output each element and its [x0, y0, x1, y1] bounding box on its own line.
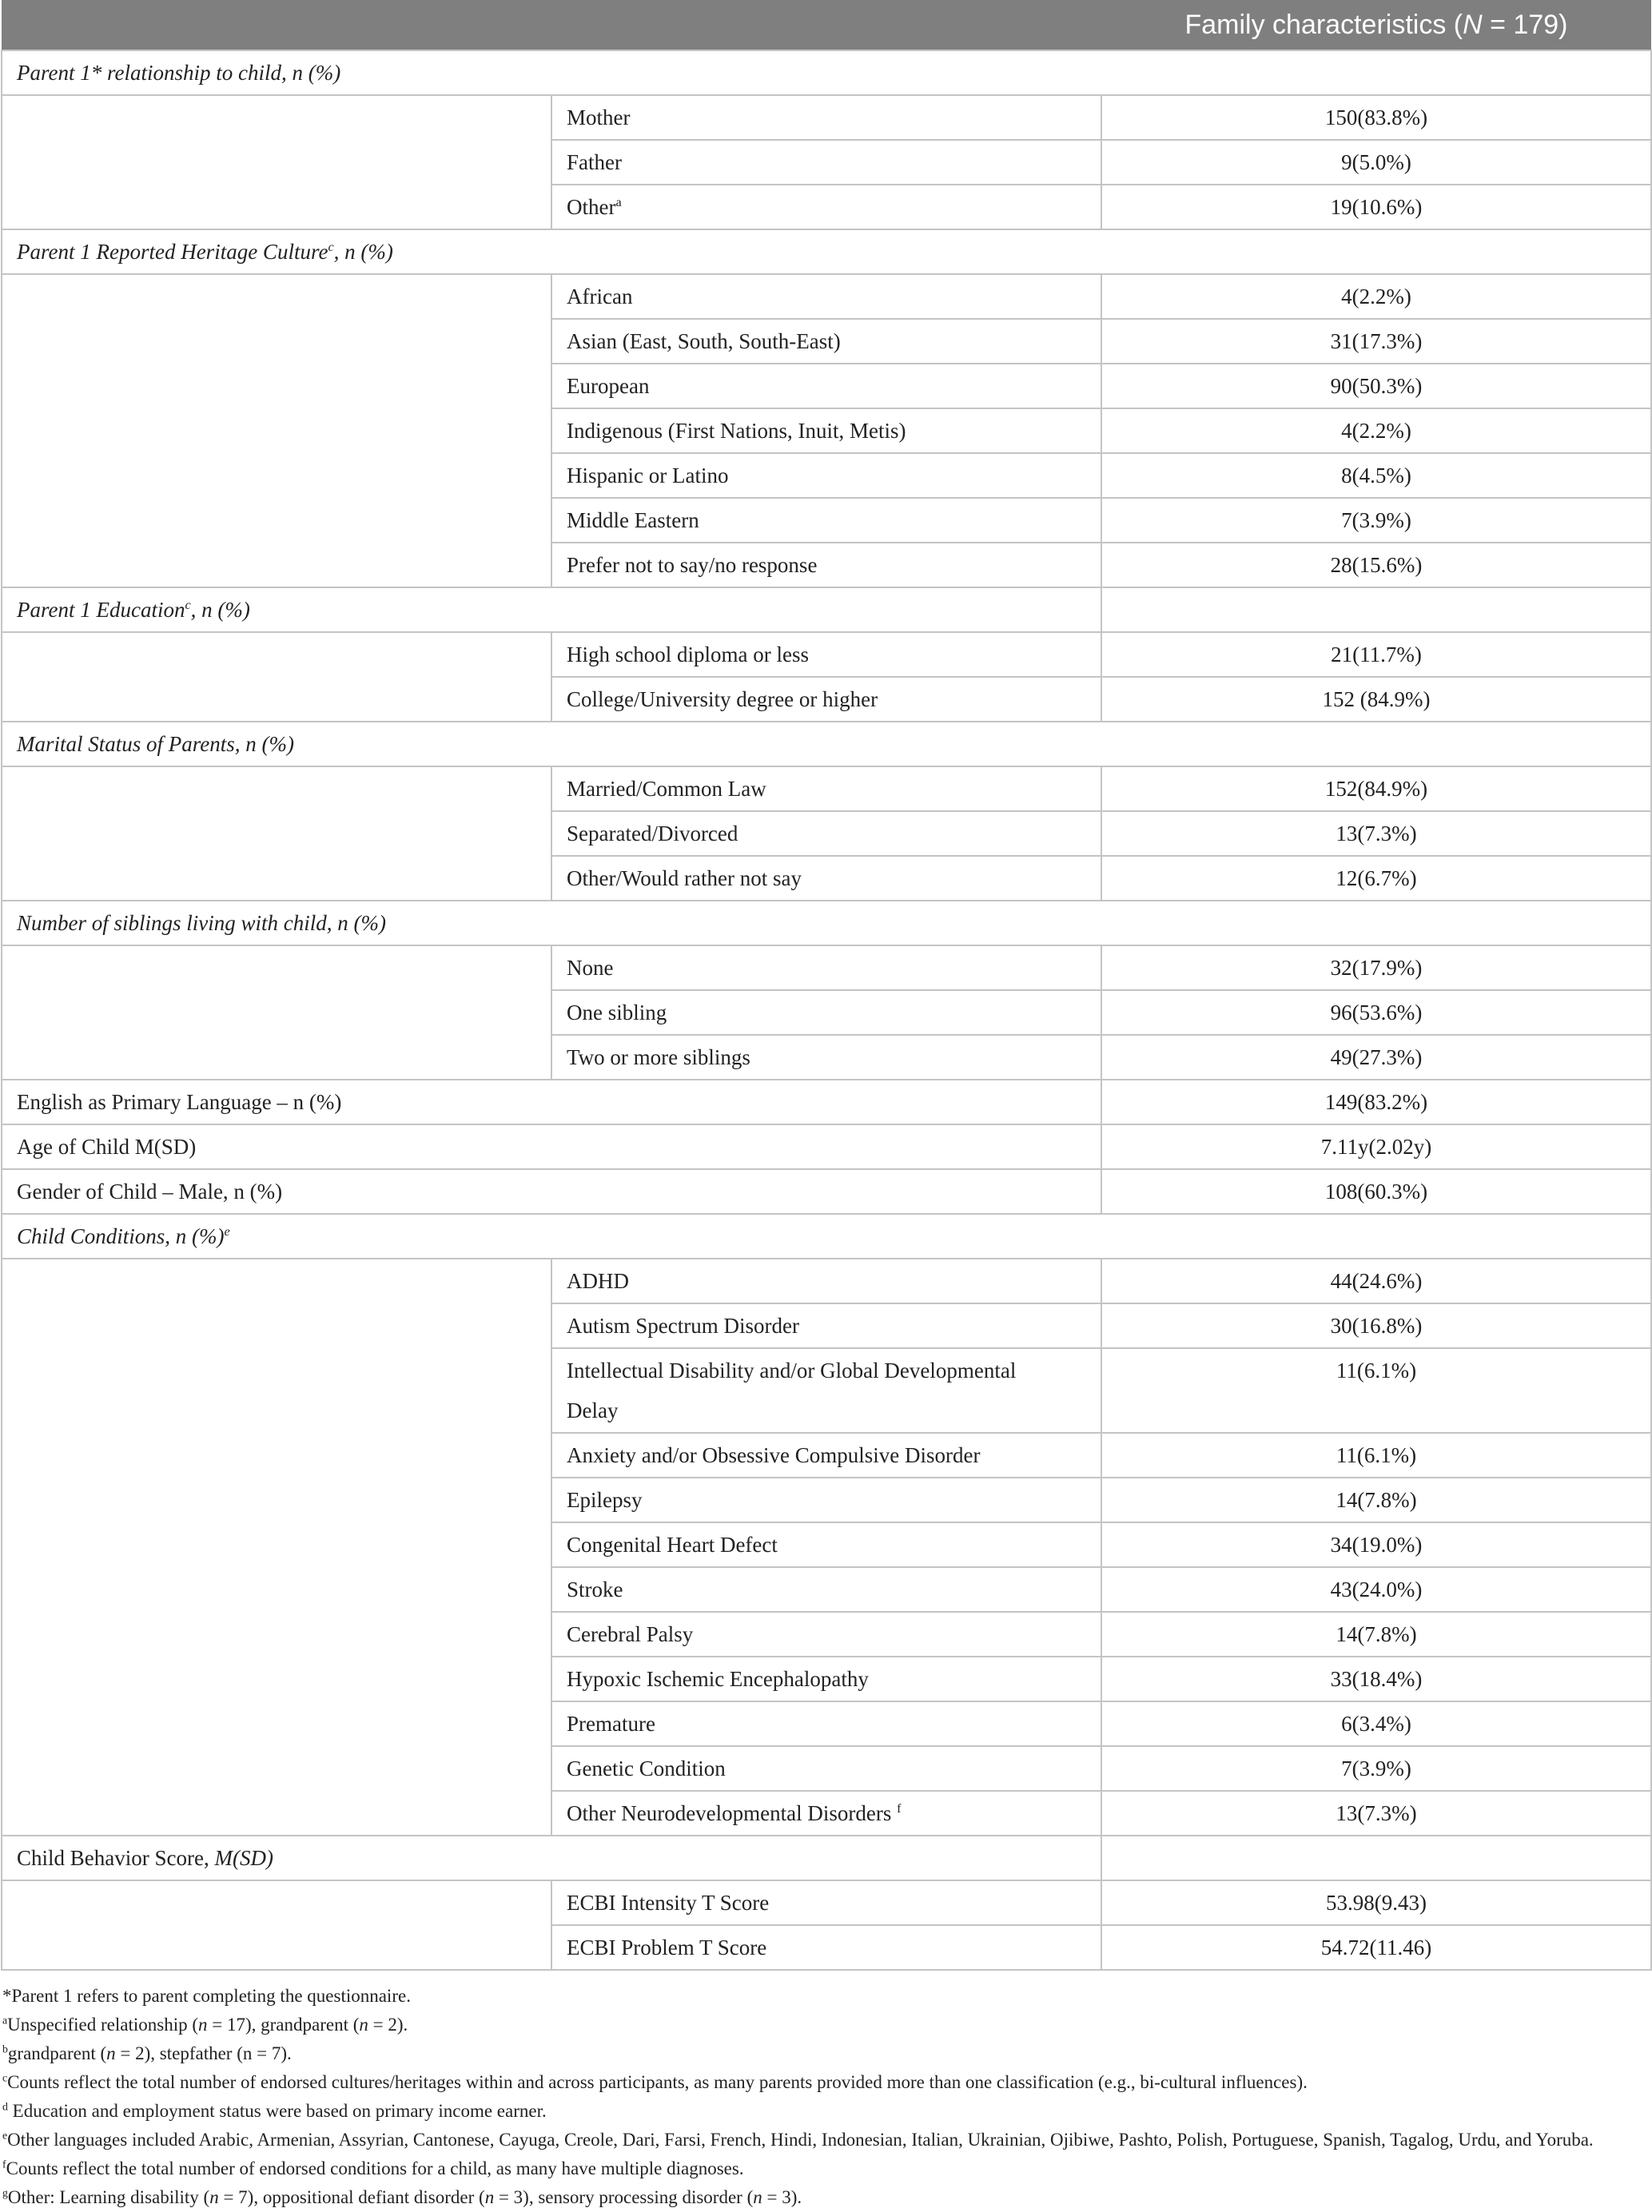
- row-label: Genetic Condition: [551, 1746, 1101, 1791]
- section-label-a: Child Behavior Score,: [17, 1846, 215, 1870]
- footnote-marker: g: [2, 2186, 8, 2199]
- section-row-siblings: [2, 901, 1651, 945]
- footnote-text: Other languages included Arabic, Armenian, Assyrian, Cantonese, Cayuga, Creole, Dari, Farsi, French, Hindi, Indonesian, Italian, Ukrainian, Ojibiwe, Pashto, Polish, Portuguese, Spanish, Tagalog, Urdu, and Yoruba.: [7, 2130, 1594, 2150]
- section-label-a: Child Conditions, n (%): [17, 1224, 225, 1248]
- row-label: Anxiety and/or Obsessive Compulsive Disorder: [551, 1433, 1101, 1478]
- row-value: 33(18.4%): [1101, 1657, 1651, 1701]
- table-header-row: [2, 0, 1651, 50]
- table-row: [2, 95, 1651, 140]
- footnote-n: n: [484, 2187, 495, 2207]
- table-row: [2, 1259, 1651, 1303]
- indent-cell: [2, 766, 551, 901]
- table-row: [2, 632, 1651, 677]
- row-value: 11(6.1%): [1101, 1348, 1651, 1433]
- header-n-label: N: [1463, 10, 1483, 40]
- section-row-behavior: [2, 1836, 1651, 1880]
- row-label: Other Neurodevelopmental Disorders: [567, 1801, 898, 1825]
- row-value: 14(7.8%): [1101, 1612, 1651, 1657]
- footnote-marker: f: [2, 2158, 6, 2170]
- section-row-conditions: [2, 1214, 1651, 1259]
- row-label-cell: [551, 1791, 1101, 1836]
- section-label-b: M(SD): [214, 1846, 273, 1870]
- row-value: 44(24.6%): [1101, 1259, 1651, 1303]
- row-label: Congenital Heart Defect: [551, 1522, 1101, 1567]
- row-value: 108(60.3%): [1101, 1169, 1651, 1214]
- section-row-education: [2, 587, 1651, 632]
- header-title: [1101, 0, 1651, 50]
- row-label: Married/Common Law: [551, 766, 1101, 811]
- row-label: Stroke: [551, 1567, 1101, 1612]
- empty-cell: [1101, 1836, 1651, 1880]
- footnote-e: [2, 2126, 1652, 2154]
- row-value: 19(10.6%): [1101, 185, 1651, 229]
- section-label: Number of siblings living with child, n (%): [2, 901, 1651, 945]
- row-value: 9(5.0%): [1101, 140, 1651, 185]
- footnote-n: n: [106, 2043, 116, 2063]
- row-label: ECBI Problem T Score: [551, 1925, 1101, 1970]
- row-label: Mother: [551, 95, 1101, 140]
- row-label: Two or more siblings: [551, 1035, 1101, 1080]
- section-label-b: , n (%): [333, 240, 393, 264]
- footnote-marker: b: [2, 2043, 8, 2055]
- section-row-heritage: [2, 229, 1651, 274]
- footnote-text: = 17), grandparent (: [207, 2015, 360, 2035]
- row-value: 43(24.0%): [1101, 1567, 1651, 1612]
- section-label-a: Parent 1 Reported Heritage Culture: [17, 240, 328, 264]
- empty-cell: [1101, 587, 1651, 632]
- row-label: Intellectual Disability and/or Global Developmental: [567, 1359, 1017, 1382]
- row-value: 152 (84.9%): [1101, 677, 1651, 722]
- footnote-marker: a: [2, 2014, 8, 2027]
- footnote-c: [2, 2068, 1652, 2097]
- footnote-n: n: [359, 2015, 368, 2035]
- row-value: 6(3.4%): [1101, 1701, 1651, 1746]
- indent-cell: [2, 632, 551, 722]
- footnote-text: Other: Learning disability (: [7, 2187, 210, 2207]
- row-value: 90(50.3%): [1101, 364, 1651, 408]
- header-blank: [2, 0, 1101, 50]
- footnote-d: [2, 2097, 1652, 2126]
- section-label: [2, 587, 1101, 632]
- section-label: [2, 229, 1651, 274]
- footnote-text: = 2).: [368, 2015, 408, 2035]
- row-label: Premature: [551, 1701, 1101, 1746]
- footnote-n: n: [209, 2187, 219, 2207]
- indent-cell: [2, 945, 551, 1080]
- footnote-marker: e: [2, 2129, 8, 2142]
- row-label: Gender of Child – Male, n (%): [2, 1169, 1101, 1214]
- table-footnotes: [0, 1971, 1652, 2212]
- section-row-marital: [2, 722, 1651, 766]
- row-value: 8(4.5%): [1101, 453, 1651, 498]
- row-value: 49(27.3%): [1101, 1035, 1651, 1080]
- footnote-text: Education and employment status were based on primary income earner.: [7, 2101, 547, 2121]
- family-characteristics-table: [1, 0, 1652, 1971]
- footnote-f: [2, 2154, 1652, 2183]
- footnote-marker: c: [2, 2071, 8, 2084]
- row-label: None: [551, 945, 1101, 990]
- row-label: Father: [551, 140, 1101, 185]
- header-n-value: = 179): [1482, 10, 1568, 40]
- row-value: 12(6.7%): [1101, 856, 1651, 901]
- footnote-text: = 7), oppositional defiant disorder (: [218, 2187, 485, 2207]
- footnote-text: grandparent (: [7, 2043, 107, 2063]
- row-value: 13(7.3%): [1101, 811, 1651, 856]
- section-row-relationship: [2, 50, 1651, 95]
- row-value: 21(11.7%): [1101, 632, 1651, 677]
- row-label: Other: [567, 195, 616, 219]
- row-label: One sibling: [551, 990, 1101, 1035]
- row-label: Hypoxic Ischemic Encephalopathy: [551, 1657, 1101, 1701]
- footnote-n: n: [753, 2187, 762, 2207]
- table-row: [2, 766, 1651, 811]
- footnote-marker: e: [224, 1224, 230, 1239]
- table-row: [2, 1169, 1651, 1214]
- footnote-text: = 3).: [762, 2187, 802, 2207]
- row-label: Indigenous (First Nations, Inuit, Metis): [551, 408, 1101, 453]
- row-label: Other/Would rather not say: [551, 856, 1101, 901]
- row-value: 4(2.2%): [1101, 408, 1651, 453]
- row-value: 149(83.2%): [1101, 1080, 1651, 1124]
- footnote-text: = 2), stepfather (n = 7).: [115, 2043, 292, 2063]
- footnote-marker: c: [185, 598, 191, 612]
- header-title-text: Family characteristics (: [1184, 10, 1463, 40]
- section-label: Marital Status of Parents, n (%): [2, 722, 1651, 766]
- footnote-g: [2, 2183, 1652, 2212]
- row-label: Epilepsy: [551, 1478, 1101, 1522]
- footnote-star: *Parent 1 refers to parent completing the questionnaire.: [2, 1986, 411, 2006]
- row-label: Hispanic or Latino: [551, 453, 1101, 498]
- table-row: [2, 1880, 1651, 1925]
- row-value: 7(3.9%): [1101, 1746, 1651, 1791]
- row-label: Age of Child M(SD): [2, 1124, 1101, 1169]
- row-label: Asian (East, South, South-East): [551, 319, 1101, 364]
- footnote-b: [2, 2039, 1652, 2068]
- row-value: 31(17.3%): [1101, 319, 1651, 364]
- row-label-cell: [551, 1348, 1101, 1433]
- row-value: 152(84.9%): [1101, 766, 1651, 811]
- row-label: European: [551, 364, 1101, 408]
- indent-cell: [2, 1880, 551, 1970]
- row-label: Middle Eastern: [551, 498, 1101, 543]
- footnote-text: Counts reflect the total number of endorsed conditions for a child, as many have multiple diagnoses.: [6, 2158, 744, 2178]
- row-label: ECBI Intensity T Score: [551, 1880, 1101, 1925]
- row-value: 7.11y(2.02y): [1101, 1124, 1651, 1169]
- row-value: 11(6.1%): [1101, 1433, 1651, 1478]
- table-row: [2, 945, 1651, 990]
- footnote-a: [2, 2011, 1652, 2039]
- row-value: 30(16.8%): [1101, 1303, 1651, 1348]
- row-label: College/University degree or higher: [551, 677, 1101, 722]
- row-label-continued: Delay: [567, 1398, 619, 1422]
- footnote-marker: d: [2, 2100, 8, 2113]
- row-value: 54.72(11.46): [1101, 1925, 1651, 1970]
- row-label: Cerebral Palsy: [551, 1612, 1101, 1657]
- footnote-text: Unspecified relationship (: [7, 2015, 198, 2035]
- row-value: 96(53.6%): [1101, 990, 1651, 1035]
- table-row: [2, 274, 1651, 319]
- row-value: 34(19.0%): [1101, 1522, 1651, 1567]
- indent-cell: [2, 274, 551, 587]
- table-row: [2, 1080, 1651, 1124]
- section-label-a: Parent 1 Education: [17, 598, 185, 622]
- row-value: 150(83.8%): [1101, 95, 1651, 140]
- row-value: 32(17.9%): [1101, 945, 1651, 990]
- row-value: 14(7.8%): [1101, 1478, 1651, 1522]
- row-value: 4(2.2%): [1101, 274, 1651, 319]
- footnote-marker: f: [897, 1801, 902, 1816]
- row-label: African: [551, 274, 1101, 319]
- row-label: Autism Spectrum Disorder: [551, 1303, 1101, 1348]
- row-label: ADHD: [551, 1259, 1101, 1303]
- table-row: [2, 1124, 1651, 1169]
- indent-cell: [2, 1259, 551, 1836]
- row-label: English as Primary Language – n (%): [2, 1080, 1101, 1124]
- row-value: 7(3.9%): [1101, 498, 1651, 543]
- footnote-marker: a: [615, 195, 622, 209]
- row-value: 13(7.3%): [1101, 1791, 1651, 1836]
- row-value: 53.98(9.43): [1101, 1880, 1651, 1925]
- row-label: Prefer not to say/no response: [551, 543, 1101, 587]
- footnote-text: = 3), sensory processing disorder (: [494, 2187, 754, 2207]
- footnote-n: n: [198, 2015, 208, 2035]
- footnote-marker: c: [328, 240, 334, 254]
- row-value: 28(15.6%): [1101, 543, 1651, 587]
- indent-cell: [2, 95, 551, 229]
- row-label: Separated/Divorced: [551, 811, 1101, 856]
- section-label: Parent 1* relationship to child, n (%): [2, 50, 1651, 95]
- section-label-b: , n (%): [190, 598, 250, 622]
- row-label: High school diploma or less: [551, 632, 1101, 677]
- section-label: [2, 1214, 1651, 1259]
- footnote-text: Counts reflect the total number of endorsed cultures/heritages within and across participants, as many parents provided more than one classification (e.g., bi-cultural influences).: [7, 2072, 1308, 2092]
- section-label: [2, 1836, 1101, 1880]
- row-label-cell: [551, 185, 1101, 229]
